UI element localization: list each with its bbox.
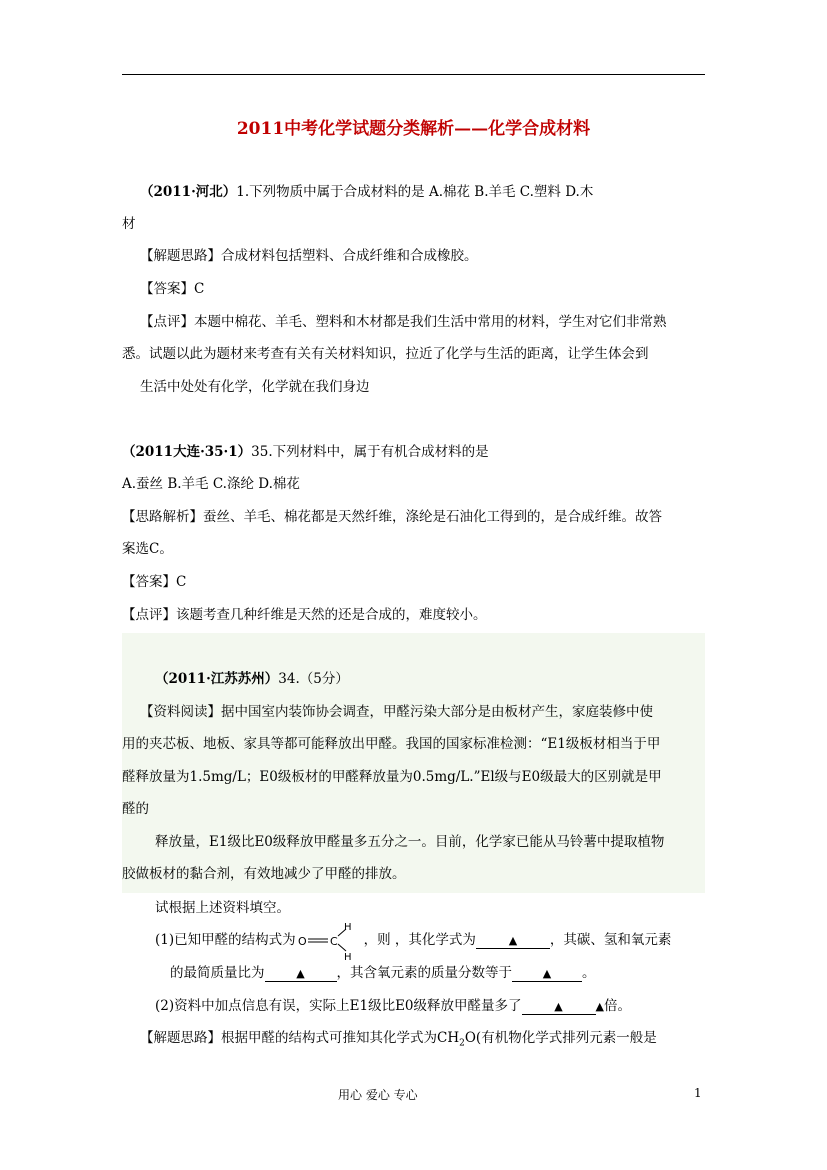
q3-blank-formula[interactable] (476, 933, 550, 949)
q3-instruction: 试根据上述资料填空。 (155, 900, 290, 916)
q3-sub1-d: 的最简质量比为 (170, 965, 265, 981)
q2-comment-text: 该题考查几种纤维是天然的还是合成的，难度较小。 (176, 607, 487, 623)
q1-analysis-label: 【解题思路】 (140, 248, 221, 264)
q3-sub1-e: ，其含氧元素的质量分数等于 (336, 965, 512, 981)
q1-analysis-text: 合成材料包括塑料、合成纤维和合成橡胶。 (221, 248, 478, 264)
q3-analysis-label: 【解题思路】 (140, 1030, 221, 1046)
q1-comment-2: 悉。试题以此为题材来考查有关有关材料知识，拉近了化学与生活的距离，让学生体会到 (122, 346, 649, 362)
q3-sub1-line1 (155, 921, 672, 961)
q1-stem-line (140, 182, 593, 202)
q3-reading-3: 醛释放量为1.5mg/L；E0级板材的甲醛释放量为0.5mg/L.”El级与E0级最大的区别就是甲 (122, 769, 662, 785)
q3-sub1-a: (1)已知甲醛的结构式为 (155, 932, 296, 948)
q3-reading-4: 醛的 (122, 801, 149, 817)
q1-analysis (140, 246, 478, 266)
formula-ch2o-c: CH (437, 1030, 460, 1046)
q1-stem-cont: 材 (122, 216, 136, 232)
q3-stem: 34.（5分） (278, 671, 349, 687)
page-title: 2011中考化学试题分类解析——化学合成材料 (236, 119, 591, 139)
q2-source: （2011大连·35·1） (122, 444, 252, 460)
struct-h-bottom-label: H (343, 951, 352, 961)
q3-source: （2011·江苏苏州） (155, 671, 279, 687)
q3-sub1-c: ，其碳、氢和氧元素 (549, 932, 672, 948)
triangle-marker-icon: ▲ (296, 967, 305, 980)
q3-blank-multiple[interactable] (522, 999, 596, 1015)
q1-source: （2011·河北） (140, 184, 237, 200)
q1-comment-label: 【点评】 (140, 314, 194, 330)
footer-motto: 用心 爱心 专心 (338, 1088, 418, 1102)
triangle-marker-icon: ▲ (508, 934, 518, 947)
q1-comment (140, 312, 667, 332)
q3-stem-line (155, 669, 349, 689)
struct-o-label: O (297, 934, 307, 948)
q2-stem-line (122, 442, 489, 462)
q1-comment-1: 本题中棉花、羊毛、塑料和木材都是我们生活中常用的材料，学生对它们非常熟 (194, 314, 667, 330)
page-number: 1 (694, 1086, 702, 1100)
q2-options: A.蚕丝 B.羊毛 C.涤纶 D.棉花 (122, 476, 300, 492)
q2-comment (122, 605, 487, 625)
formula-ch2o-o: O (464, 1030, 476, 1046)
q1-stem: 1.下列物质中属于合成材料的是 A.棉花 B.羊毛 C.塑料 D.木 (236, 184, 594, 200)
formaldehyde-structure-diagram (296, 921, 364, 961)
q3-analysis (140, 1028, 657, 1054)
q3-sub1-line2 (170, 963, 596, 983)
q2-stem: 35.下列材料中，属于有机合成材料的是 (251, 444, 489, 460)
triangle-marker-icon: ▲ (554, 1000, 563, 1013)
q3-sub1-f: 。 (582, 965, 596, 981)
q3-reading-6: 胶做板材的黏合剂，有效地减少了甲醛的排放。 (122, 866, 406, 882)
q2-analysis-label: 【思路解析】 (122, 509, 203, 525)
q3-sub1-b: ，则 ，其化学式为 (363, 932, 476, 948)
q2-analysis-1: 蚕丝、羊毛、棉花都是天然纤维，涤纶是石油化工得到的，是合成纤维。故答 (203, 509, 662, 525)
q2-answer (122, 572, 186, 592)
q1-comment-3: 生活中处处有化学，化学就在我们身边 (140, 379, 370, 395)
q3-sub2-line (155, 996, 631, 1017)
q2-comment-label: 【点评】 (122, 607, 176, 623)
q3-analysis-1b: (有机物化学式排列元素一般是 (475, 1030, 657, 1046)
bond-h-bottom (338, 944, 346, 951)
q3-reading (140, 702, 653, 722)
header-rule (122, 74, 705, 75)
q3-blank-oxygen-fraction[interactable] (512, 966, 582, 982)
struct-c-label: C (329, 934, 338, 948)
q1-answer (140, 279, 204, 299)
q3-reading-label: 【资料阅读】 (140, 704, 221, 720)
struct-h-top-label: H (343, 921, 352, 933)
q3-analysis-1: 根据甲醛的结构式可推知其化学式为 (221, 1030, 437, 1046)
q3-blank-mass-ratio[interactable] (265, 966, 337, 982)
q2-answer-label: 【答案】 (122, 574, 176, 590)
q3-reading-5: 释放量，E1级比E0级释放甲醛量多五分之一。目前，化学家已能从马铃薯中提取植物 (155, 834, 665, 850)
q1-answer-label: 【答案】 (140, 281, 194, 297)
q3-sub2-a: (2)资料中加点信息有误，实际上E1级比E0级释放甲醛量多了 (155, 998, 522, 1014)
formula-ch2o-sub: 2 (459, 1038, 465, 1049)
q3-sub2-b: 倍。 (603, 998, 631, 1014)
triangle-marker-icon: ▲ (595, 1000, 604, 1013)
q2-analysis (122, 507, 662, 527)
q3-reading-2: 用的夹芯板、地板、家具等都可能释放出甲醛。我国的国家标准检测：“E1级板材相当于甲 (122, 736, 661, 752)
formula-ch2o (437, 1030, 476, 1049)
q2-analysis-2: 案选C。 (122, 541, 173, 557)
q1-answer-value: C (194, 281, 205, 297)
q3-reading-1: 据中国室内装饰协会调查，甲醛污染大部分是由板材产生，家庭装修中使 (221, 704, 653, 720)
triangle-marker-icon: ▲ (542, 967, 552, 980)
q2-answer-value: C (176, 574, 187, 590)
